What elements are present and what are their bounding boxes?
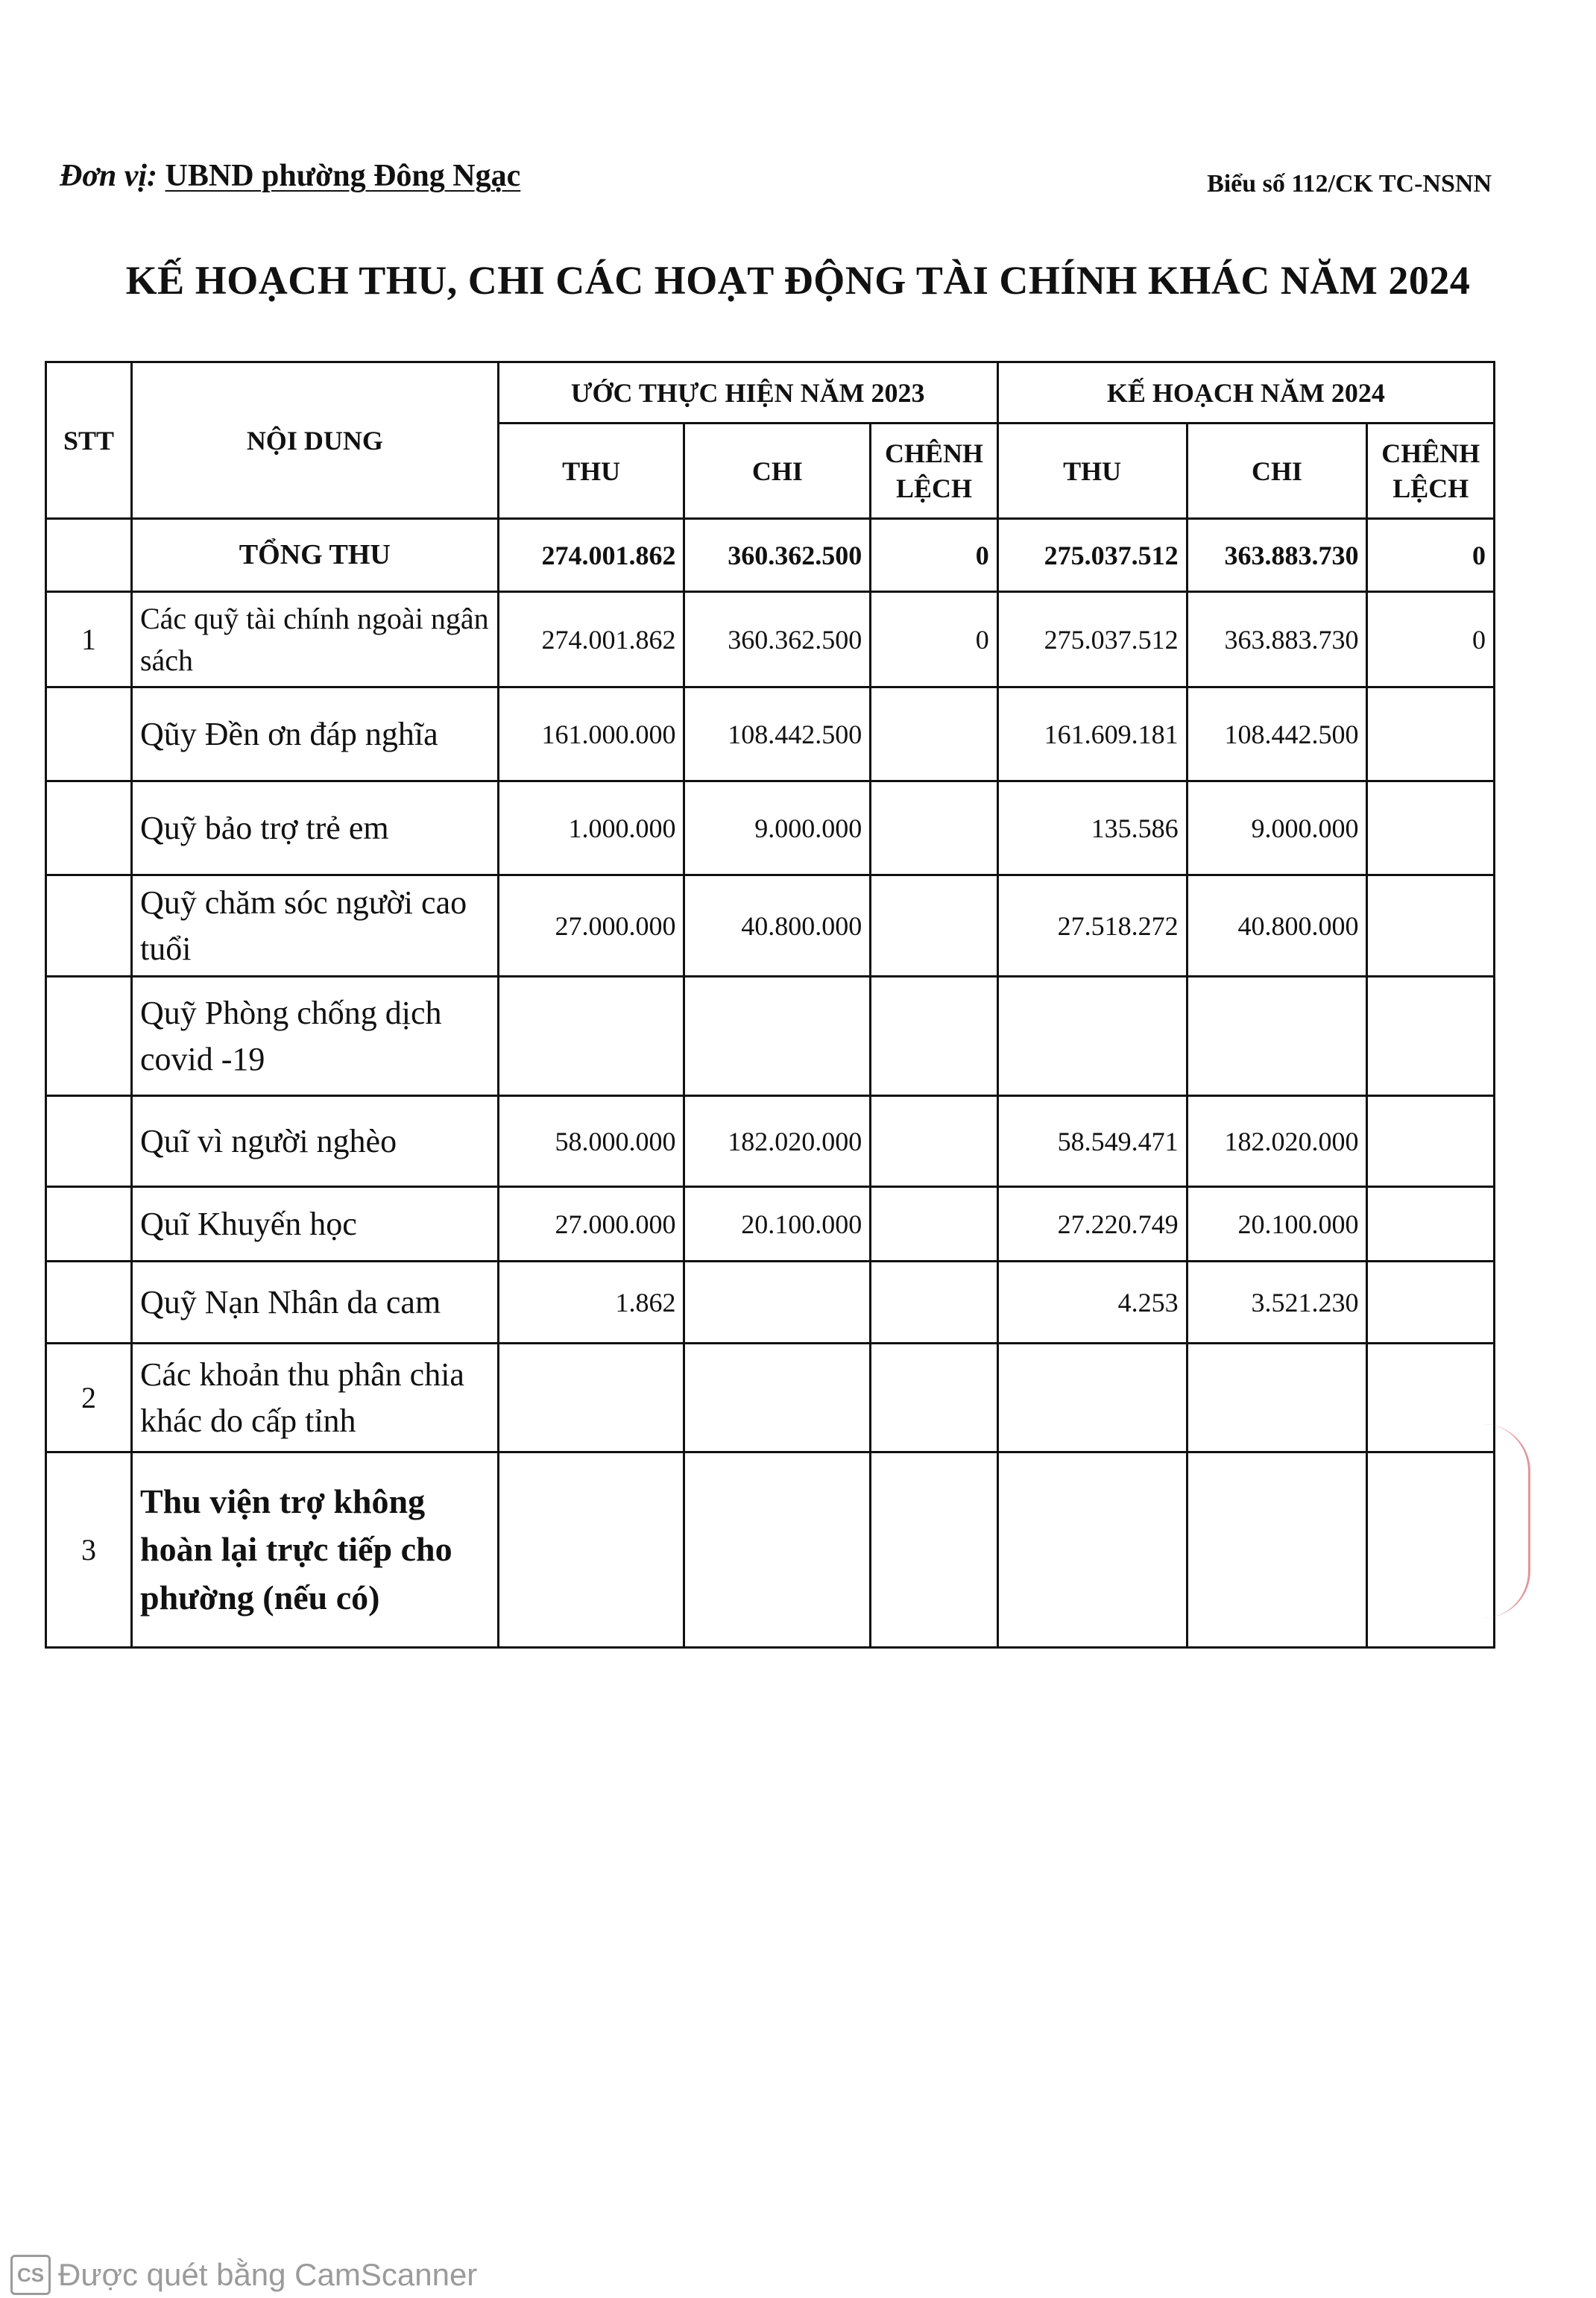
cell-thu-2023: 161.000.000: [498, 687, 684, 781]
header-stt: STT: [46, 362, 132, 519]
cell-chi-2023: 108.442.500: [684, 687, 871, 781]
header-content: NỘI DUNG: [131, 362, 498, 519]
cell-thu-2024: 161.609.181: [997, 687, 1187, 781]
cell-chi-2024: 363.883.730: [1187, 592, 1367, 687]
cell-thu-2023: 27.000.000: [498, 1187, 684, 1262]
table-row: [46, 1262, 1495, 1344]
cell-chenh-lech-2024: [1367, 1344, 1495, 1452]
cell-thu-2023: 58.000.000: [498, 1096, 684, 1187]
table-row: [46, 781, 1495, 875]
cell-content: Quỹ bảo trợ trẻ em: [131, 781, 498, 875]
header-chenh-lech-2023: CHÊNH LỆCH: [871, 424, 998, 519]
cell-chi-2023: 360.362.500: [684, 519, 871, 592]
cell-stt: [46, 977, 132, 1096]
cell-chi-2023: 182.020.000: [684, 1096, 871, 1187]
cell-chenh-lech-2023: [871, 1187, 998, 1262]
header-group-2024: KẾ HOẠCH NĂM 2024: [997, 362, 1494, 424]
cell-thu-2024: 135.586: [997, 781, 1187, 875]
cell-chenh-lech-2024: [1367, 687, 1495, 781]
cell-stt: [46, 1262, 132, 1344]
cell-thu-2023: [498, 1344, 684, 1452]
table-row: [46, 875, 1495, 977]
cell-thu-2023: [498, 977, 684, 1096]
cell-thu-2024: 58.549.471: [997, 1096, 1187, 1187]
cell-content: Quỹ chăm sóc người cao tuổi: [131, 875, 498, 977]
cell-chenh-lech-2024: [1367, 1262, 1495, 1344]
cell-content: TỔNG THU: [131, 519, 498, 592]
table-row: [46, 1452, 1495, 1648]
header-thu-2024: THU: [997, 424, 1187, 519]
cell-thu-2023: 274.001.862: [498, 519, 684, 592]
header-chenh-lech-2024: CHÊNH LỆCH: [1367, 424, 1495, 519]
cell-chi-2024: 40.800.000: [1187, 875, 1367, 977]
header-thu-2023: THU: [498, 424, 684, 519]
header-group-2023: ƯỚC THỰC HIỆN NĂM 2023: [498, 362, 997, 424]
cell-thu-2024: [997, 1344, 1187, 1452]
cell-chi-2024: [1187, 1344, 1367, 1452]
cell-chenh-lech-2023: [871, 1452, 998, 1648]
cell-content: Quĩ Khuyến học: [131, 1187, 498, 1262]
cell-chi-2023: [684, 1452, 871, 1648]
unit-name: UBND phường Đông Ngạc: [165, 159, 521, 193]
cell-thu-2024: 275.037.512: [997, 592, 1187, 687]
cell-chenh-lech-2023: [871, 687, 998, 781]
cell-content: Quĩ vì người nghèo: [131, 1096, 498, 1187]
cell-stt: 2: [46, 1344, 132, 1452]
table-row: [46, 687, 1495, 781]
cell-thu-2024: [997, 977, 1187, 1096]
cell-thu-2024: 4.253: [997, 1262, 1187, 1344]
form-code: Biểu số 112/CK TC-NSNN: [1207, 170, 1492, 198]
cell-stt: [46, 1096, 132, 1187]
cell-chi-2024: [1187, 1452, 1367, 1648]
cell-chenh-lech-2023: [871, 1262, 998, 1344]
cell-chenh-lech-2024: 0: [1367, 592, 1495, 687]
cell-stt: [46, 781, 132, 875]
cell-stt: [46, 1187, 132, 1262]
cell-chi-2023: 9.000.000: [684, 781, 871, 875]
header-chi-2024: CHI: [1187, 424, 1367, 519]
cell-chi-2024: 108.442.500: [1187, 687, 1367, 781]
cell-thu-2023: 1.000.000: [498, 781, 684, 875]
cell-chi-2024: 20.100.000: [1187, 1187, 1367, 1262]
cell-stt: [46, 875, 132, 977]
cell-thu-2023: 274.001.862: [498, 592, 684, 687]
unit-label: Đơn vị:: [60, 159, 158, 193]
cell-stt: 3: [46, 1452, 132, 1648]
camscanner-watermark: [10, 2255, 477, 2295]
cell-thu-2023: 1.862: [498, 1262, 684, 1344]
cell-stt: [46, 519, 132, 592]
cell-chi-2024: 9.000.000: [1187, 781, 1367, 875]
cell-thu-2024: 27.220.749: [997, 1187, 1187, 1262]
camscanner-text: Được quét bằng CamScanner: [58, 2257, 478, 2292]
cell-content: Các khoản thu phân chia khác do cấp tỉnh: [131, 1344, 498, 1452]
cell-content: Quỹ Phòng chống dịch covid -19: [131, 977, 498, 1096]
cell-content: Các quỹ tài chính ngoài ngân sách: [131, 592, 498, 687]
cell-chenh-lech-2023: 0: [871, 519, 998, 592]
cell-chenh-lech-2023: [871, 1344, 998, 1452]
table-row: [46, 1096, 1495, 1187]
cell-chenh-lech-2024: [1367, 875, 1495, 977]
cell-chi-2024: 3.521.230: [1187, 1262, 1367, 1344]
cell-chi-2023: [684, 977, 871, 1096]
cell-chi-2024: 182.020.000: [1187, 1096, 1367, 1187]
cell-chenh-lech-2024: [1367, 1096, 1495, 1187]
cell-chi-2023: [684, 1344, 871, 1452]
cell-content: Quỹ Nạn Nhân da cam: [131, 1262, 498, 1344]
table-row: [46, 977, 1495, 1096]
cell-chi-2023: 20.100.000: [684, 1187, 871, 1262]
cell-chenh-lech-2023: [871, 977, 998, 1096]
cell-chenh-lech-2024: [1367, 781, 1495, 875]
cell-chenh-lech-2023: [871, 781, 998, 875]
cell-thu-2023: [498, 1452, 684, 1648]
cell-content: Qũy Đền ơn đáp nghĩa: [131, 687, 498, 781]
cell-thu-2024: [997, 1452, 1187, 1648]
cell-chenh-lech-2023: [871, 875, 998, 977]
cell-thu-2023: 27.000.000: [498, 875, 684, 977]
table-row: [46, 519, 1495, 592]
unit-header: [60, 158, 520, 194]
cell-chenh-lech-2023: [871, 1096, 998, 1187]
cell-chi-2023: 40.800.000: [684, 875, 871, 977]
cell-chenh-lech-2024: [1367, 1187, 1495, 1262]
cell-chenh-lech-2024: [1367, 1452, 1495, 1648]
page-title: KẾ HOẠCH THU, CHI CÁC HOẠT ĐỘNG TÀI CHÍNH KHÁC NĂM 2024: [125, 258, 1471, 303]
cell-chi-2023: [684, 1262, 871, 1344]
cell-content: Thu viện trợ không hoàn lại trực tiếp cho phường (nếu có): [131, 1452, 498, 1648]
camscanner-logo-icon: CS: [10, 2255, 51, 2295]
cell-thu-2024: 27.518.272: [997, 875, 1187, 977]
table-row: [46, 1344, 1495, 1452]
cell-chenh-lech-2024: [1367, 977, 1495, 1096]
cell-chi-2023: 360.362.500: [684, 592, 871, 687]
cell-thu-2024: 275.037.512: [997, 519, 1187, 592]
table-row: [46, 1187, 1495, 1262]
cell-chenh-lech-2024: 0: [1367, 519, 1495, 592]
cell-stt: [46, 687, 132, 781]
cell-chi-2024: 363.883.730: [1187, 519, 1367, 592]
table-row: [46, 592, 1495, 687]
red-stamp-edge: [1483, 1424, 1530, 1618]
cell-stt: 1: [46, 592, 132, 687]
cell-chi-2024: [1187, 977, 1367, 1096]
header-chi-2023: CHI: [684, 424, 871, 519]
cell-chenh-lech-2023: 0: [871, 592, 998, 687]
finance-table: [45, 361, 1495, 1649]
